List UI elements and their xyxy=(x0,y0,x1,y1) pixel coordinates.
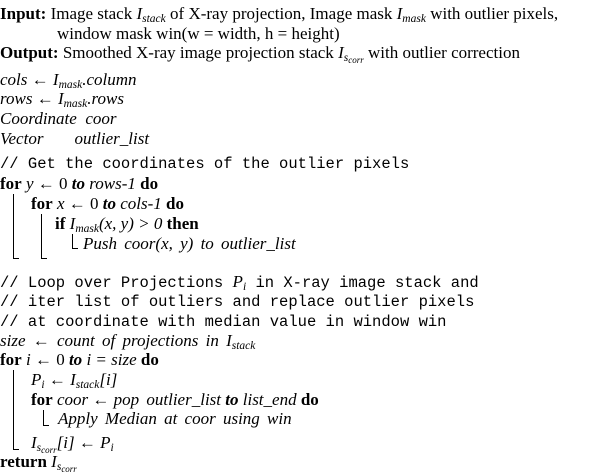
output-line: Output: Smoothed X-ray image projection stack $I_{s_{corr}}$ with outlier correction xyxy=(0,43,520,65)
input-line-2: window mask win(w = width, h = height) xyxy=(57,24,340,43)
comment-loop-projections: // Loop over Projections $P_i$ in X-ray image stack and xyxy=(0,272,479,293)
comment-iter-list: // iter list of outliers and replace outlier pixels xyxy=(0,293,475,311)
block-rule-for-i-foot xyxy=(13,449,19,450)
return-line: return $I_{s_{corr}}$ xyxy=(0,452,77,474)
block-rule-if-foot xyxy=(72,248,78,249)
block-rule-for-coor-foot xyxy=(43,425,49,426)
comment-get-coords: // Get the coordinates of the outlier pixels xyxy=(0,155,410,173)
block-rule-for-y-foot xyxy=(13,258,19,259)
comment-median: // at coordinate with median value in window win xyxy=(0,313,447,331)
for-coor-line: for coor ← pop outlier_list to list_end do xyxy=(31,390,319,409)
input-label: Input: xyxy=(0,4,47,23)
decl-rows: rows ← $I_{mask}.rows$ xyxy=(0,89,124,110)
block-rule-for-i xyxy=(13,370,14,450)
block-rule-for-y xyxy=(13,194,14,259)
block-rule-for-x-foot xyxy=(41,258,47,259)
decl-cols: cols ← $I_{mask}.column$ xyxy=(0,70,137,91)
assign-projection: $P_i$ ← $I_{stack}[i]$ xyxy=(31,370,118,391)
decl-vector: Vector outlier_list xyxy=(0,129,150,148)
output-label: Output: xyxy=(0,43,59,62)
decl-coordinate: Coordinate coor xyxy=(0,109,117,128)
median-statement: Apply Median at coor using win xyxy=(58,409,292,428)
assign-corrected: $I_{s_{corr}}[i]$ ← $P_i$ xyxy=(31,433,114,455)
for-x-line: for x ← 0 to cols-1 do xyxy=(31,194,185,213)
size-statement: size ← count of projections in $I_{stack}$ xyxy=(0,331,256,352)
block-rule-if xyxy=(72,234,73,248)
input-line-1: Input: Image stack $I_{stack}$ of X-ray projection, Image mask $I_{mask}$ with outlier pixels, xyxy=(0,4,559,25)
for-y-line: for y ← 0 to rows-1 do xyxy=(0,174,159,193)
push-statement: Push coor(x, y) to outlier_list xyxy=(83,234,296,253)
block-rule-for-coor xyxy=(43,410,44,425)
block-rule-for-x xyxy=(41,214,42,259)
for-i-line: for i ← 0 to i = size do xyxy=(0,350,159,369)
if-line: if $I_{mask}(x$, y) > 0 then xyxy=(55,214,199,235)
